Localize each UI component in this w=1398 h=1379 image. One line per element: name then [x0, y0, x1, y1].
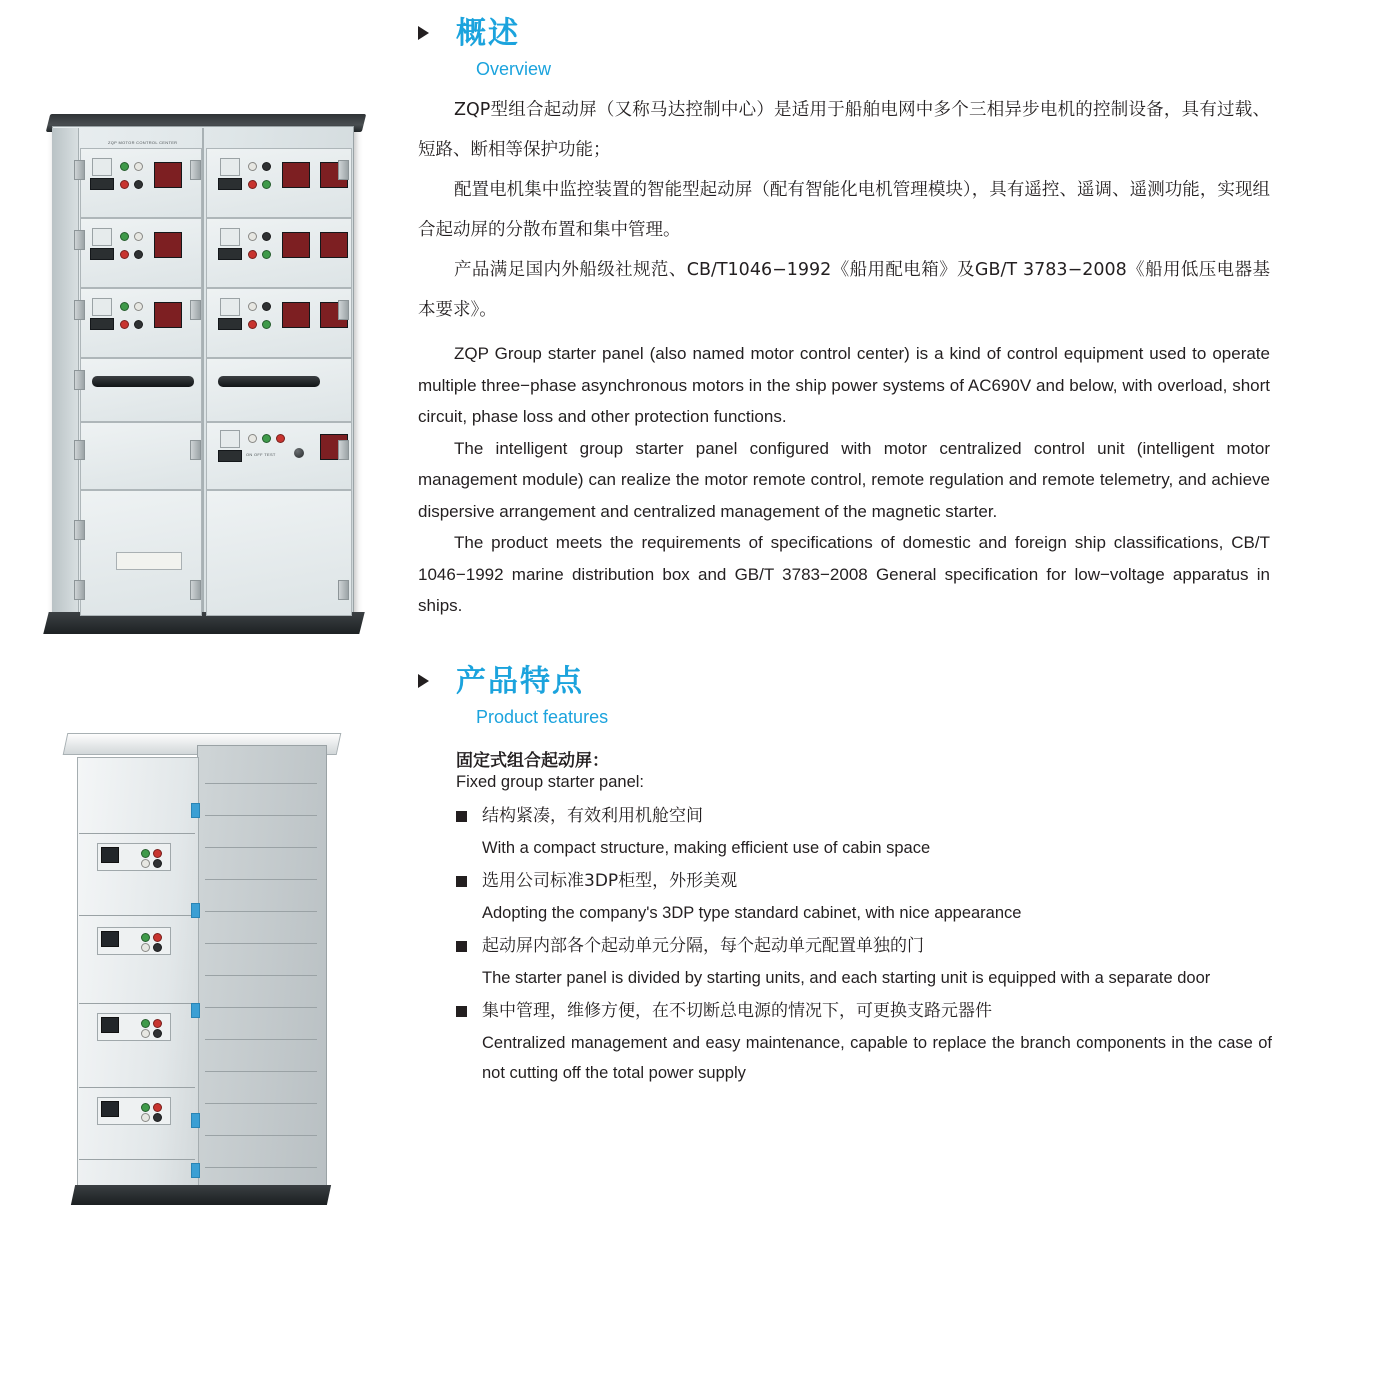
feature-text-cn	[456, 865, 1272, 898]
overview-body	[418, 90, 1270, 622]
list-item	[456, 800, 1272, 863]
overview-paragraph-cn: 产品满足国内外船级社规范、CB/T1046−1992《船用配电箱》及GB/T 3783−2008《船用低压电器基本要求》。	[418, 260, 1270, 320]
indicator-lamp-black	[134, 180, 143, 189]
square-bullet-icon	[456, 876, 467, 887]
list-item	[456, 995, 1272, 1088]
control-panel-box	[220, 158, 240, 176]
overview-paragraph-cn: ZQP型组合起动屏（又称马达控制中心）是适用于船舶电网中多个三相异步电机的控制设备，具有过载、短路、断相等保护功能；	[418, 100, 1270, 160]
meter-display	[90, 248, 114, 260]
cabinet-panel-seam	[205, 975, 317, 976]
indicator-lamp-white	[248, 434, 257, 443]
ammeter	[154, 302, 182, 328]
equipment-label-plate	[116, 552, 182, 570]
content-column	[400, 0, 1280, 1090]
indicator-lamp-red	[248, 250, 257, 259]
door-hinge	[74, 300, 85, 320]
indicator-lamp-white	[134, 302, 143, 311]
figure-column	[0, 0, 400, 1379]
cabinet-side-face	[197, 745, 327, 1187]
triangle-bullet-icon	[418, 26, 429, 40]
selector-switch	[101, 931, 119, 947]
cabinet-panel-seam	[205, 1039, 317, 1040]
indicator-lamp-black	[153, 943, 162, 952]
cabinet-center-divider	[202, 128, 204, 614]
indicator-lamp-white	[141, 859, 150, 868]
feature-label-cn: 起动屏内部各个起动单元分隔，每个起动单元配置单独的门	[482, 935, 924, 956]
indicator-lamp-green	[141, 1019, 150, 1028]
cabinet-panel-seam	[205, 879, 317, 880]
cabinet-nameplate-text: ZQP MOTOR CONTROL CENTER	[108, 140, 178, 145]
indicator-lamp-black	[262, 232, 271, 241]
overview-title-cn: 概述	[456, 16, 520, 51]
overview-paragraph-en: The intelligent group starter panel configured with motor centralized control unit (intelligent motor management module) can realize the motor remote control, remote regulation and remote telemetry, and achieve dispersive arrangement and centralized management of the magnetic starter.	[418, 438, 1270, 521]
door-latch	[191, 903, 200, 918]
door-seam	[79, 915, 195, 916]
indicator-lamp-red	[153, 933, 162, 942]
indicator-lamp-red	[153, 1103, 162, 1112]
indicator-lamp-black	[153, 859, 162, 868]
door-seam	[79, 1003, 195, 1004]
indicator-lamp-red	[120, 250, 129, 259]
indicator-lamp-white	[134, 162, 143, 171]
starter-unit-door	[206, 358, 352, 422]
door-hinge	[74, 160, 85, 180]
door-seam	[79, 1087, 195, 1088]
indicator-lamp-white	[248, 162, 257, 171]
product-features-heading	[418, 664, 1280, 728]
indicator-lamp-red	[248, 320, 257, 329]
feature-text-en: With a compact structure, making efficient use of cabin space	[482, 838, 931, 857]
door-hinge	[74, 370, 85, 390]
feature-text-cn	[456, 930, 1272, 963]
indicator-lamp-white	[248, 302, 257, 311]
feature-label-cn: 选用公司标准3DP柜型，外形美观	[482, 870, 738, 891]
starter-unit-door	[206, 490, 352, 616]
indicator-lamp-white	[141, 1029, 150, 1038]
indicator-lamp-green	[262, 320, 271, 329]
door-hinge	[338, 440, 349, 460]
feature-list	[456, 800, 1272, 1088]
door-hinge	[190, 160, 201, 180]
list-item	[456, 865, 1272, 928]
feature-subtitle-en: Fixed group starter panel:	[456, 772, 645, 791]
overview-heading	[418, 16, 1280, 80]
door-hinge	[74, 520, 85, 540]
control-panel-box	[220, 228, 240, 246]
cabinet-panel-seam	[205, 1167, 317, 1168]
control-label-text: ON OFF TEST	[246, 452, 276, 457]
square-bullet-icon	[456, 811, 467, 822]
meter-display	[218, 450, 242, 462]
door-seam	[79, 1159, 195, 1160]
meter-display	[218, 178, 242, 190]
door-hinge	[74, 230, 85, 250]
control-panel-box	[92, 298, 112, 316]
door-seam	[79, 833, 195, 834]
meter-display	[90, 318, 114, 330]
cabinet-panel-seam	[205, 911, 317, 912]
indicator-lamp-green	[120, 162, 129, 171]
section-product-features	[400, 664, 1280, 1088]
control-panel-box	[92, 228, 112, 246]
door-latch	[191, 1003, 200, 1018]
cabinet-panel-seam	[205, 847, 317, 848]
door-hinge	[74, 440, 85, 460]
meter-display	[218, 248, 242, 260]
indicator-lamp-green	[262, 180, 271, 189]
square-bullet-icon	[456, 1006, 467, 1017]
overview-paragraph-en: ZQP Group starter panel (also named motor control center) is a kind of control equipment used to operate multiple three−phase asynchronous motors in the ship power systems of AC690V and below, with overload, short circuit, phase loss and other protection functions.	[418, 344, 1270, 426]
indicator-lamp-red	[248, 180, 257, 189]
feature-text-cn	[456, 800, 1272, 833]
figure-group-starter-panel-front	[30, 100, 380, 645]
feature-subtitle-cn: 固定式组合起动屏：	[456, 750, 609, 771]
overview-paragraph-cn: 配置电机集中监控装置的智能型起动屏（配有智能化电机管理模块），具有遥控、遥调、遥测功能，实现组合起动屏的分散布置和集中管理。	[418, 180, 1270, 240]
cabinet-panel-seam	[205, 1007, 317, 1008]
selector-knob	[294, 448, 304, 458]
indicator-lamp-green	[141, 933, 150, 942]
feature-text-en: Centralized management and easy maintenance, capable to replace the branch components in the case of not cutting off the total power supply	[482, 1033, 1272, 1082]
indicator-lamp-red	[153, 849, 162, 858]
door-latch	[191, 1113, 200, 1128]
indicator-lamp-green	[141, 1103, 150, 1112]
selector-switch	[101, 847, 119, 863]
indicator-lamp-black	[262, 162, 271, 171]
feature-text-cn	[456, 995, 1272, 1028]
door-latch	[191, 1163, 200, 1178]
control-panel-box	[220, 298, 240, 316]
ammeter	[282, 302, 310, 328]
door-pull-handle	[218, 376, 320, 387]
triangle-bullet-icon	[418, 674, 429, 688]
overview-paragraph-en: The product meets the requirements of specifications of domestic and foreign ship classifications, CB/T 1046−1992 marine distribution box and GB/T 3783−2008 General specification for low−voltage apparatus in ships.	[418, 533, 1270, 615]
indicator-lamp-red	[153, 1019, 162, 1028]
indicator-lamp-black	[134, 320, 143, 329]
ammeter	[282, 162, 310, 188]
list-item	[456, 930, 1272, 993]
ammeter	[282, 232, 310, 258]
door-hinge	[74, 580, 85, 600]
meter-display	[218, 318, 242, 330]
door-hinge	[338, 160, 349, 180]
ammeter	[154, 232, 182, 258]
product-features-title-cn: 产品特点	[456, 663, 584, 699]
indicator-lamp-white	[141, 1113, 150, 1122]
door-hinge	[190, 440, 201, 460]
selector-switch	[101, 1017, 119, 1033]
meter-display	[90, 178, 114, 190]
square-bullet-icon	[456, 941, 467, 952]
indicator-lamp-white	[141, 943, 150, 952]
indicator-lamp-white	[248, 232, 257, 241]
overview-title-en: Overview	[476, 59, 552, 79]
product-features-title-en: Product features	[476, 706, 609, 727]
indicator-lamp-red	[120, 180, 129, 189]
ammeter	[154, 162, 182, 188]
indicator-lamp-black	[153, 1113, 162, 1122]
selector-switch	[101, 1101, 119, 1117]
section-overview	[400, 16, 1280, 622]
door-hinge	[338, 300, 349, 320]
control-panel-box	[92, 158, 112, 176]
starter-unit-door	[80, 422, 202, 490]
cabinet-panel-seam	[205, 943, 317, 944]
feature-label-cn: 集中管理，维修方便，在不切断总电源的情况下，可更换支路元器件	[482, 1000, 992, 1021]
cabinet-panel-seam	[205, 1135, 317, 1136]
cabinet-panel-seam	[205, 1103, 317, 1104]
figure-fixed-group-starter-panel	[55, 715, 355, 1255]
door-latch	[191, 803, 200, 818]
door-pull-handle	[92, 376, 194, 387]
indicator-lamp-red	[120, 320, 129, 329]
feature-text-en: The starter panel is divided by starting units, and each starting unit is equipped with a separate door	[482, 968, 1211, 987]
cabinet-panel-seam	[205, 783, 317, 784]
cabinet-panel-seam	[205, 815, 317, 816]
indicator-lamp-green	[120, 302, 129, 311]
indicator-lamp-green	[120, 232, 129, 241]
indicator-lamp-green	[262, 250, 271, 259]
feature-text-en: Adopting the company's 3DP type standard cabinet, with nice appearance	[482, 903, 1022, 922]
indicator-lamp-black	[134, 250, 143, 259]
indicator-lamp-black	[153, 1029, 162, 1038]
door-hinge	[338, 580, 349, 600]
indicator-lamp-red	[276, 434, 285, 443]
cabinet-base	[71, 1185, 331, 1205]
feature-label-cn: 结构紧凑，有效利用机舱空间	[482, 805, 703, 826]
ammeter	[320, 232, 348, 258]
indicator-lamp-green	[141, 849, 150, 858]
indicator-lamp-white	[134, 232, 143, 241]
cabinet-panel-seam	[205, 1071, 317, 1072]
door-hinge	[190, 300, 201, 320]
control-panel-box	[220, 430, 240, 448]
starter-unit-door	[80, 358, 202, 422]
indicator-lamp-black	[262, 302, 271, 311]
indicator-lamp-green	[262, 434, 271, 443]
door-hinge	[190, 580, 201, 600]
